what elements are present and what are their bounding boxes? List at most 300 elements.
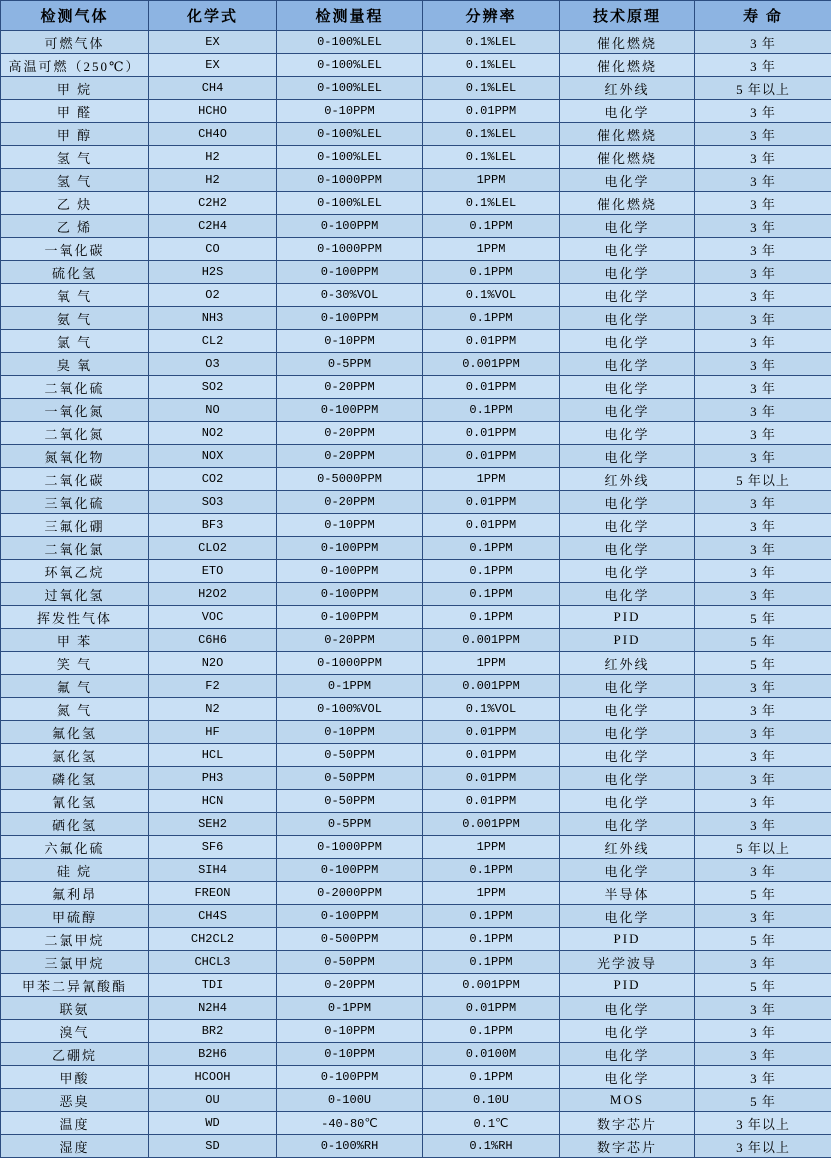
cell-lifespan: 3 年 bbox=[695, 146, 831, 169]
cell-principle: 电化学 bbox=[560, 859, 695, 882]
cell-formula: NO2 bbox=[149, 422, 277, 445]
cell-resolution: 0.1%LEL bbox=[423, 146, 560, 169]
cell-gas: 一氧化氮 bbox=[1, 399, 149, 422]
table-row bbox=[1, 629, 831, 652]
cell-resolution: 0.1PPM bbox=[423, 261, 560, 284]
cell-formula: CHCL3 bbox=[149, 951, 277, 974]
cell-gas: 甲 醇 bbox=[1, 123, 149, 146]
table-row bbox=[1, 928, 831, 951]
cell-range: 0-10PPM bbox=[277, 100, 423, 123]
cell-principle: 电化学 bbox=[560, 215, 695, 238]
cell-formula: CLO2 bbox=[149, 537, 277, 560]
cell-gas: 三氯甲烷 bbox=[1, 951, 149, 974]
cell-lifespan: 3 年 bbox=[695, 284, 831, 307]
cell-principle: 电化学 bbox=[560, 813, 695, 836]
cell-principle: 电化学 bbox=[560, 330, 695, 353]
cell-principle: 电化学 bbox=[560, 376, 695, 399]
cell-gas: 二氧化氮 bbox=[1, 422, 149, 445]
cell-formula: EX bbox=[149, 31, 277, 54]
cell-gas: 可燃气体 bbox=[1, 31, 149, 54]
cell-lifespan: 3 年 bbox=[695, 514, 831, 537]
cell-principle: 电化学 bbox=[560, 1043, 695, 1066]
table-row bbox=[1, 146, 831, 169]
cell-lifespan: 3 年 bbox=[695, 192, 831, 215]
cell-principle: 红外线 bbox=[560, 652, 695, 675]
cell-range: 0-100%LEL bbox=[277, 31, 423, 54]
cell-resolution: 0.1PPM bbox=[423, 905, 560, 928]
cell-principle: 电化学 bbox=[560, 284, 695, 307]
cell-formula: C2H4 bbox=[149, 215, 277, 238]
cell-formula: PH3 bbox=[149, 767, 277, 790]
cell-resolution: 0.01PPM bbox=[423, 790, 560, 813]
cell-range: 0-1000PPM bbox=[277, 652, 423, 675]
cell-principle: 电化学 bbox=[560, 560, 695, 583]
table-row bbox=[1, 491, 831, 514]
cell-range: -40-80℃ bbox=[277, 1112, 423, 1135]
cell-principle: 电化学 bbox=[560, 767, 695, 790]
cell-formula: CH2CL2 bbox=[149, 928, 277, 951]
cell-principle: 电化学 bbox=[560, 491, 695, 514]
cell-formula: NOX bbox=[149, 445, 277, 468]
table-row bbox=[1, 1135, 831, 1158]
cell-formula: WD bbox=[149, 1112, 277, 1135]
cell-gas: 氯化氢 bbox=[1, 744, 149, 767]
cell-lifespan: 3 年 bbox=[695, 491, 831, 514]
cell-range: 0-1PPM bbox=[277, 675, 423, 698]
cell-resolution: 0.01PPM bbox=[423, 767, 560, 790]
cell-formula: C6H6 bbox=[149, 629, 277, 652]
table-row bbox=[1, 744, 831, 767]
cell-resolution: 0.01PPM bbox=[423, 376, 560, 399]
table-row bbox=[1, 31, 831, 54]
cell-range: 0-100PPM bbox=[277, 537, 423, 560]
cell-gas: 乙硼烷 bbox=[1, 1043, 149, 1066]
cell-lifespan: 3 年以上 bbox=[695, 1112, 831, 1135]
cell-gas: 温度 bbox=[1, 1112, 149, 1135]
cell-principle: 电化学 bbox=[560, 537, 695, 560]
cell-principle: 数字芯片 bbox=[560, 1135, 695, 1158]
cell-range: 0-50PPM bbox=[277, 767, 423, 790]
table-row bbox=[1, 698, 831, 721]
cell-formula: O2 bbox=[149, 284, 277, 307]
cell-resolution: 0.01PPM bbox=[423, 514, 560, 537]
cell-lifespan: 3 年 bbox=[695, 54, 831, 77]
cell-lifespan: 5 年 bbox=[695, 1089, 831, 1112]
cell-range: 0-100PPM bbox=[277, 307, 423, 330]
cell-formula: NH3 bbox=[149, 307, 277, 330]
cell-range: 0-2000PPM bbox=[277, 882, 423, 905]
cell-formula: N2O bbox=[149, 652, 277, 675]
cell-lifespan: 5 年 bbox=[695, 928, 831, 951]
table-row bbox=[1, 169, 831, 192]
cell-formula: NO bbox=[149, 399, 277, 422]
cell-gas: 氰化氢 bbox=[1, 790, 149, 813]
table-row bbox=[1, 974, 831, 997]
cell-lifespan: 3 年 bbox=[695, 675, 831, 698]
cell-lifespan: 3 年 bbox=[695, 215, 831, 238]
cell-lifespan: 3 年 bbox=[695, 698, 831, 721]
cell-range: 0-100%LEL bbox=[277, 146, 423, 169]
cell-lifespan: 3 年 bbox=[695, 1020, 831, 1043]
cell-formula: C2H2 bbox=[149, 192, 277, 215]
table-row bbox=[1, 652, 831, 675]
cell-principle: PID bbox=[560, 629, 695, 652]
cell-gas: 氨 气 bbox=[1, 307, 149, 330]
cell-gas: 六氟化硫 bbox=[1, 836, 149, 859]
cell-lifespan: 3 年 bbox=[695, 997, 831, 1020]
cell-gas: 乙 炔 bbox=[1, 192, 149, 215]
cell-formula: TDI bbox=[149, 974, 277, 997]
cell-lifespan: 5 年 bbox=[695, 882, 831, 905]
cell-lifespan: 5 年 bbox=[695, 629, 831, 652]
cell-formula: BR2 bbox=[149, 1020, 277, 1043]
cell-range: 0-10PPM bbox=[277, 330, 423, 353]
table-row bbox=[1, 721, 831, 744]
cell-principle: 光学波导 bbox=[560, 951, 695, 974]
cell-principle: 催化燃烧 bbox=[560, 146, 695, 169]
cell-range: 0-100%RH bbox=[277, 1135, 423, 1158]
cell-resolution: 0.1PPM bbox=[423, 307, 560, 330]
cell-formula: FREON bbox=[149, 882, 277, 905]
table-row bbox=[1, 675, 831, 698]
cell-gas: 甲硫醇 bbox=[1, 905, 149, 928]
table-row bbox=[1, 813, 831, 836]
cell-gas: 过氧化氢 bbox=[1, 583, 149, 606]
cell-principle: 电化学 bbox=[560, 445, 695, 468]
table-row bbox=[1, 54, 831, 77]
cell-principle: 电化学 bbox=[560, 1066, 695, 1089]
cell-lifespan: 3 年 bbox=[695, 422, 831, 445]
cell-range: 0-30%VOL bbox=[277, 284, 423, 307]
cell-resolution: 0.1%LEL bbox=[423, 54, 560, 77]
column-header-range: 检测量程 bbox=[277, 1, 423, 31]
cell-principle: 电化学 bbox=[560, 261, 695, 284]
table-row bbox=[1, 882, 831, 905]
cell-principle: 电化学 bbox=[560, 100, 695, 123]
cell-principle: 催化燃烧 bbox=[560, 192, 695, 215]
cell-range: 0-1PPM bbox=[277, 997, 423, 1020]
cell-range: 0-10PPM bbox=[277, 1043, 423, 1066]
table-row bbox=[1, 100, 831, 123]
cell-range: 0-10PPM bbox=[277, 1020, 423, 1043]
cell-range: 0-100PPM bbox=[277, 1066, 423, 1089]
cell-range: 0-50PPM bbox=[277, 744, 423, 767]
cell-formula: F2 bbox=[149, 675, 277, 698]
cell-formula: B2H6 bbox=[149, 1043, 277, 1066]
cell-formula: EX bbox=[149, 54, 277, 77]
cell-formula: N2H4 bbox=[149, 997, 277, 1020]
cell-lifespan: 3 年 bbox=[695, 744, 831, 767]
cell-lifespan: 3 年 bbox=[695, 905, 831, 928]
cell-lifespan: 5 年以上 bbox=[695, 77, 831, 100]
cell-principle: 电化学 bbox=[560, 583, 695, 606]
cell-gas: 氯 气 bbox=[1, 330, 149, 353]
cell-resolution: 0.01PPM bbox=[423, 422, 560, 445]
cell-resolution: 0.01PPM bbox=[423, 721, 560, 744]
cell-principle: 电化学 bbox=[560, 790, 695, 813]
table-row bbox=[1, 537, 831, 560]
cell-range: 0-20PPM bbox=[277, 629, 423, 652]
cell-resolution: 0.1%LEL bbox=[423, 123, 560, 146]
cell-principle: 电化学 bbox=[560, 905, 695, 928]
column-header-gas: 检测气体 bbox=[1, 1, 149, 31]
table-row bbox=[1, 997, 831, 1020]
table-row bbox=[1, 399, 831, 422]
cell-resolution: 0.01PPM bbox=[423, 100, 560, 123]
cell-formula: SEH2 bbox=[149, 813, 277, 836]
cell-gas: 甲 烷 bbox=[1, 77, 149, 100]
cell-resolution: 0.01PPM bbox=[423, 997, 560, 1020]
table-row bbox=[1, 1020, 831, 1043]
cell-lifespan: 3 年 bbox=[695, 583, 831, 606]
cell-lifespan: 3 年 bbox=[695, 261, 831, 284]
table-row bbox=[1, 1089, 831, 1112]
cell-principle: PID bbox=[560, 928, 695, 951]
cell-range: 0-1000PPM bbox=[277, 238, 423, 261]
cell-resolution: 0.1%RH bbox=[423, 1135, 560, 1158]
cell-lifespan: 3 年 bbox=[695, 790, 831, 813]
cell-resolution: 1PPM bbox=[423, 169, 560, 192]
cell-formula: O3 bbox=[149, 353, 277, 376]
cell-gas: 笑 气 bbox=[1, 652, 149, 675]
cell-lifespan: 3 年 bbox=[695, 1043, 831, 1066]
cell-gas: 氟化氢 bbox=[1, 721, 149, 744]
cell-formula: CH4 bbox=[149, 77, 277, 100]
cell-principle: PID bbox=[560, 606, 695, 629]
table-row bbox=[1, 1112, 831, 1135]
cell-gas: 氮氧化物 bbox=[1, 445, 149, 468]
cell-lifespan: 3 年 bbox=[695, 537, 831, 560]
column-header-principle: 技术原理 bbox=[560, 1, 695, 31]
cell-formula: BF3 bbox=[149, 514, 277, 537]
cell-lifespan: 3 年 bbox=[695, 238, 831, 261]
cell-resolution: 1PPM bbox=[423, 238, 560, 261]
cell-resolution: 0.1%LEL bbox=[423, 31, 560, 54]
cell-lifespan: 5 年 bbox=[695, 974, 831, 997]
cell-gas: 甲 苯 bbox=[1, 629, 149, 652]
cell-principle: 电化学 bbox=[560, 169, 695, 192]
cell-formula: H2 bbox=[149, 169, 277, 192]
cell-formula: SO2 bbox=[149, 376, 277, 399]
cell-resolution: 0.001PPM bbox=[423, 974, 560, 997]
table-row bbox=[1, 422, 831, 445]
cell-lifespan: 3 年 bbox=[695, 445, 831, 468]
table-row bbox=[1, 192, 831, 215]
cell-range: 0-5PPM bbox=[277, 813, 423, 836]
cell-formula: CO bbox=[149, 238, 277, 261]
cell-gas: 硅 烷 bbox=[1, 859, 149, 882]
cell-formula: CO2 bbox=[149, 468, 277, 491]
cell-formula: HF bbox=[149, 721, 277, 744]
cell-range: 0-10PPM bbox=[277, 721, 423, 744]
column-header-lifespan: 寿 命 bbox=[695, 1, 831, 31]
cell-formula: OU bbox=[149, 1089, 277, 1112]
cell-principle: 电化学 bbox=[560, 997, 695, 1020]
cell-resolution: 0.10U bbox=[423, 1089, 560, 1112]
cell-principle: 催化燃烧 bbox=[560, 31, 695, 54]
cell-resolution: 0.1PPM bbox=[423, 1066, 560, 1089]
cell-gas: 硫化氢 bbox=[1, 261, 149, 284]
cell-principle: 催化燃烧 bbox=[560, 54, 695, 77]
cell-range: 0-100PPM bbox=[277, 583, 423, 606]
table-row bbox=[1, 215, 831, 238]
cell-range: 0-50PPM bbox=[277, 790, 423, 813]
cell-range: 0-5000PPM bbox=[277, 468, 423, 491]
cell-gas: 高温可燃（250℃） bbox=[1, 54, 149, 77]
cell-principle: 半导体 bbox=[560, 882, 695, 905]
cell-principle: 电化学 bbox=[560, 675, 695, 698]
table-row bbox=[1, 836, 831, 859]
cell-lifespan: 5 年 bbox=[695, 652, 831, 675]
cell-lifespan: 3 年 bbox=[695, 330, 831, 353]
cell-formula: HCOOH bbox=[149, 1066, 277, 1089]
cell-lifespan: 5 年 bbox=[695, 606, 831, 629]
table-row bbox=[1, 330, 831, 353]
cell-formula: H2S bbox=[149, 261, 277, 284]
cell-range: 0-100PPM bbox=[277, 399, 423, 422]
cell-formula: SD bbox=[149, 1135, 277, 1158]
cell-range: 0-100U bbox=[277, 1089, 423, 1112]
cell-lifespan: 3 年 bbox=[695, 1066, 831, 1089]
cell-resolution: 0.1%VOL bbox=[423, 284, 560, 307]
cell-gas: 甲酸 bbox=[1, 1066, 149, 1089]
cell-formula: H2 bbox=[149, 146, 277, 169]
cell-lifespan: 3 年 bbox=[695, 307, 831, 330]
table-row bbox=[1, 238, 831, 261]
cell-range: 0-1000PPM bbox=[277, 836, 423, 859]
cell-resolution: 0.1PPM bbox=[423, 928, 560, 951]
cell-principle: PID bbox=[560, 974, 695, 997]
table-row bbox=[1, 123, 831, 146]
cell-resolution: 0.1PPM bbox=[423, 537, 560, 560]
cell-gas: 环氧乙烷 bbox=[1, 560, 149, 583]
cell-resolution: 1PPM bbox=[423, 652, 560, 675]
cell-principle: 数字芯片 bbox=[560, 1112, 695, 1135]
cell-gas: 甲 醛 bbox=[1, 100, 149, 123]
cell-gas: 一氧化碳 bbox=[1, 238, 149, 261]
table-row bbox=[1, 859, 831, 882]
table-row bbox=[1, 353, 831, 376]
cell-lifespan: 3 年 bbox=[695, 169, 831, 192]
cell-formula: CH4S bbox=[149, 905, 277, 928]
cell-formula: N2 bbox=[149, 698, 277, 721]
table-row bbox=[1, 77, 831, 100]
cell-gas: 溴气 bbox=[1, 1020, 149, 1043]
cell-resolution: 0.1℃ bbox=[423, 1112, 560, 1135]
cell-lifespan: 3 年 bbox=[695, 721, 831, 744]
cell-lifespan: 3 年 bbox=[695, 399, 831, 422]
cell-principle: 红外线 bbox=[560, 77, 695, 100]
cell-resolution: 0.1PPM bbox=[423, 1020, 560, 1043]
cell-gas: 乙 烯 bbox=[1, 215, 149, 238]
table-row bbox=[1, 606, 831, 629]
cell-gas: 恶臭 bbox=[1, 1089, 149, 1112]
cell-range: 0-100%VOL bbox=[277, 698, 423, 721]
cell-range: 0-100%LEL bbox=[277, 54, 423, 77]
cell-formula: SF6 bbox=[149, 836, 277, 859]
cell-formula: CL2 bbox=[149, 330, 277, 353]
cell-range: 0-500PPM bbox=[277, 928, 423, 951]
table-row bbox=[1, 1066, 831, 1089]
cell-gas: 磷化氢 bbox=[1, 767, 149, 790]
cell-principle: 电化学 bbox=[560, 698, 695, 721]
cell-range: 0-50PPM bbox=[277, 951, 423, 974]
table-row bbox=[1, 514, 831, 537]
cell-resolution: 0.01PPM bbox=[423, 491, 560, 514]
cell-gas: 挥发性气体 bbox=[1, 606, 149, 629]
cell-gas: 二氧化碳 bbox=[1, 468, 149, 491]
cell-resolution: 0.01PPM bbox=[423, 744, 560, 767]
cell-resolution: 0.1%VOL bbox=[423, 698, 560, 721]
cell-lifespan: 3 年 bbox=[695, 813, 831, 836]
cell-gas: 联氨 bbox=[1, 997, 149, 1020]
table-row bbox=[1, 376, 831, 399]
cell-lifespan: 3 年以上 bbox=[695, 1135, 831, 1158]
table-row bbox=[1, 905, 831, 928]
cell-resolution: 0.1%LEL bbox=[423, 192, 560, 215]
cell-gas: 甲苯二异氰酸酯 bbox=[1, 974, 149, 997]
cell-lifespan: 3 年 bbox=[695, 767, 831, 790]
cell-resolution: 0.01PPM bbox=[423, 445, 560, 468]
cell-lifespan: 3 年 bbox=[695, 376, 831, 399]
cell-range: 0-20PPM bbox=[277, 376, 423, 399]
cell-lifespan: 3 年 bbox=[695, 859, 831, 882]
cell-lifespan: 3 年 bbox=[695, 100, 831, 123]
cell-formula: SIH4 bbox=[149, 859, 277, 882]
cell-resolution: 1PPM bbox=[423, 468, 560, 491]
cell-principle: 催化燃烧 bbox=[560, 123, 695, 146]
column-header-resolution: 分辨率 bbox=[423, 1, 560, 31]
cell-gas: 湿度 bbox=[1, 1135, 149, 1158]
cell-principle: 电化学 bbox=[560, 721, 695, 744]
cell-principle: 电化学 bbox=[560, 307, 695, 330]
cell-resolution: 0.1PPM bbox=[423, 560, 560, 583]
cell-range: 0-20PPM bbox=[277, 422, 423, 445]
cell-range: 0-100%LEL bbox=[277, 123, 423, 146]
cell-range: 0-100PPM bbox=[277, 215, 423, 238]
cell-range: 0-100PPM bbox=[277, 905, 423, 928]
table-row bbox=[1, 790, 831, 813]
table-header-row bbox=[1, 1, 831, 31]
cell-gas: 三氧化硫 bbox=[1, 491, 149, 514]
table-row bbox=[1, 307, 831, 330]
cell-resolution: 1PPM bbox=[423, 836, 560, 859]
cell-gas: 氟利昂 bbox=[1, 882, 149, 905]
cell-lifespan: 3 年 bbox=[695, 951, 831, 974]
cell-range: 0-100PPM bbox=[277, 606, 423, 629]
cell-principle: 电化学 bbox=[560, 422, 695, 445]
cell-principle: 电化学 bbox=[560, 514, 695, 537]
cell-resolution: 0.001PPM bbox=[423, 629, 560, 652]
cell-gas: 臭 氧 bbox=[1, 353, 149, 376]
cell-principle: 电化学 bbox=[560, 353, 695, 376]
cell-formula: SO3 bbox=[149, 491, 277, 514]
cell-range: 0-20PPM bbox=[277, 974, 423, 997]
cell-gas: 氟 气 bbox=[1, 675, 149, 698]
table-header bbox=[1, 1, 831, 31]
cell-gas: 二氯甲烷 bbox=[1, 928, 149, 951]
cell-gas: 氢 气 bbox=[1, 169, 149, 192]
cell-gas: 二氧化硫 bbox=[1, 376, 149, 399]
cell-principle: 电化学 bbox=[560, 399, 695, 422]
cell-formula: CH4O bbox=[149, 123, 277, 146]
cell-resolution: 0.01PPM bbox=[423, 330, 560, 353]
cell-formula: HCN bbox=[149, 790, 277, 813]
cell-principle: 红外线 bbox=[560, 836, 695, 859]
cell-principle: 电化学 bbox=[560, 744, 695, 767]
cell-range: 0-100PPM bbox=[277, 560, 423, 583]
cell-resolution: 0.1PPM bbox=[423, 859, 560, 882]
